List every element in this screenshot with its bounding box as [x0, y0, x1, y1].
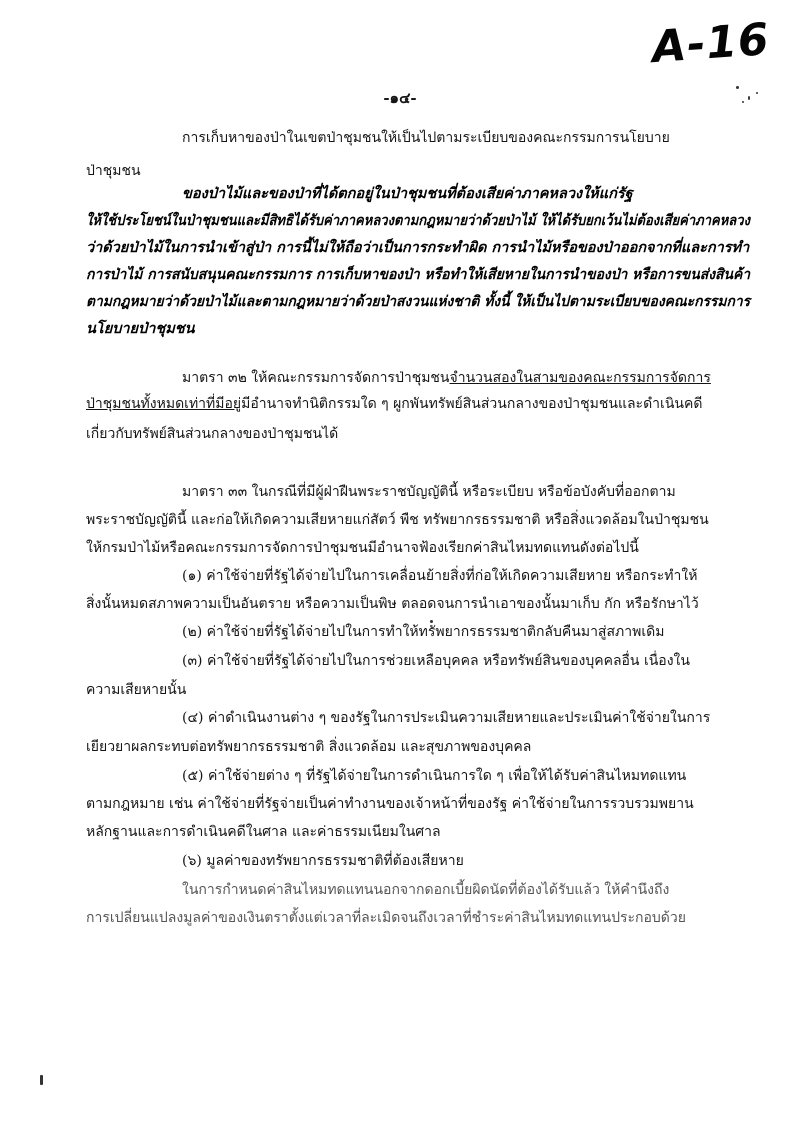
closing-paragraph: การเปลี่ยนแปลงมูลค่าของเงินตราตั้งแต่เวลาที่ละเมิดจนถึงเวลาที่ชำระค่าสินไหมทดแทนประกอบด้วย [86, 910, 686, 926]
list-item-continued: เยียวยาผลกระทบต่อทรัพยากรธรรมชาติ สิ่งแวดล้อม และสุขภาพของบุคคล [86, 739, 532, 755]
section-heading-continued: ป่าชุมชน [86, 163, 141, 179]
struck-text-line: นโยบายป่าชุมชน [86, 320, 195, 337]
closing-paragraph: ในการกำหนดค่าสินไหมทดแทนนอกจากดอกเบี้ยผิดนัดที่ต้องได้รับแล้ว ให้คำนึงถึง [182, 882, 670, 898]
struck-text-line: ของป่าไม้และของป่าที่ได้ตกอยู่ในป่าชุมชนที่ต้องเสียค่าภาคหลวงให้แก่รัฐ [182, 185, 633, 202]
section-heading: การเก็บหาของป่าในเขตป่าชุมชนให้เป็นไปตามระเบียบของคณะกรรมการนโยบาย [182, 130, 670, 146]
section-33-line: มาตรา ๓๓ ในกรณีที่มีผู้ฝ่าฝืนพระราชบัญญัตินี้ หรือระเบียบ หรือข้อบังคับที่ออกตาม [182, 484, 676, 500]
section-32-text: มีอำนาจทำนิติกรรมใด ๆ ผูกพันทรัพย์สินส่วนกลางของป่าชุมชนและดำเนินคดี [241, 396, 703, 412]
section-32-underlined: ป่าชุมชนทั้งหมดเท่าที่มีอยู่ [86, 396, 242, 412]
section-32-line [86, 394, 702, 414]
list-item: (๕) ค่าใช้จ่ายต่าง ๆ ที่รัฐได้จ่ายในการดำเนินการใด ๆ เพื่อให้ได้รับค่าสินไหมทดแทน [182, 768, 687, 784]
list-item-continued: สิ่งนั้นหมดสภาพความเป็นอันตราย หรือความเป็นพิษ ตลอดจนการนำเอาของนั้นมาเก็บ กัก หรือรักษาไว้ [86, 596, 699, 612]
struck-text-line: ตามกฎหมายว่าด้วยป่าไม้และตามกฎหมายว่าด้วยป่าสงวนแห่งชาติ ทั้งนี้ ให้เป็นไปตามระเบียบของคณะกรรมการ [86, 293, 751, 310]
struck-text-line: ให้ใช้ประโยชน์ในป่าชุมชนและมีสิทธิได้รับค่าภาคหลวงตามกฎหมายว่าด้วยป่าไม้ ให้ได้รับยกเว้นไม่ต้องเสียค่าภาคหลวง [86, 212, 750, 229]
struck-text-line: การป่าไม้ การสนับสนุนคณะกรรมการ การเก็บหาของป่า หรือทำให้เสียหายในการนำของป่า หรือการขนส่งสินค้า [86, 266, 751, 283]
list-item: (๔) ค่าดำเนินงานต่าง ๆ ของรัฐในการประเมินความเสียหายและประเมินค่าใช้จ่ายในการ [182, 710, 711, 726]
list-item-continued: หลักฐานและการดำเนินคดีในศาล และค่าธรรมเนียมในศาล [86, 824, 441, 840]
section-32-underlined: จำนวนสองในสามของคณะกรรมการจัดการ [449, 370, 711, 386]
scan-speck [40, 1075, 43, 1085]
page-number: -๑๔- [383, 89, 417, 107]
struck-text-line: ว่าด้วยป่าไม้ในการนำเข้าสู่ป่า การนี้ไม่ให้ถือว่าเป็นการกระทำผิด การนำไม้หรือของป่าออกจากที่และการทำ [86, 239, 750, 256]
section-33-line: ให้กรมป่าไม้หรือคณะกรรมการจัดการป่าชุมชนมีอำนาจฟ้องเรียกค่าสินไหมทดแทนดังต่อไปนี้ [86, 540, 639, 556]
list-item: (๒) ค่าใช้จ่ายที่รัฐได้จ่ายไปในการทำให้ทรัพยากรธรรมชาติกลับคืนมาสู่สภาพเดิม [182, 624, 665, 640]
handwritten-page-label: A-16 [650, 13, 772, 74]
section-32-line: เกี่ยวกับทรัพย์สินส่วนกลางของป่าชุมชนได้ [86, 426, 339, 442]
section-32-text: มาตรา ๓๒ ให้คณะกรรมการจัดการป่าชุมชน [182, 370, 450, 386]
section-33-line: พระราชบัญญัตินี้ และก่อให้เกิดความเสียหายแก่สัตว์ พืช ทรัพยากรธรรมชาติ หรือสิ่งแวดล้อมในป่าชุมชน [86, 512, 709, 528]
list-item: (๓) ค่าใช้จ่ายที่รัฐได้จ่ายไปในการช่วยเหลือบุคคล หรือทรัพย์สินของบุคคลอื่น เนื่องใน [182, 653, 690, 669]
list-item-continued: ความเสียหายนั้น [86, 682, 187, 698]
list-item: (๖) มูลค่าของทรัพยากรธรรมชาติที่ต้องเสียหาย [182, 853, 464, 869]
list-item-continued: ตามกฎหมาย เช่น ค่าใช้จ่ายที่รัฐจ่ายเป็นค่าทำงานของเจ้าหน้าที่ของรัฐ ค่าใช้จ่ายในการรวบรวมพยาน [86, 796, 694, 812]
section-32-line [182, 368, 711, 388]
list-item: (๑) ค่าใช้จ่ายที่รัฐได้จ่ายไปในการเคลื่อนย้ายสิ่งที่ก่อให้เกิดความเสียหาย หรือกระทำให้ [182, 568, 698, 584]
